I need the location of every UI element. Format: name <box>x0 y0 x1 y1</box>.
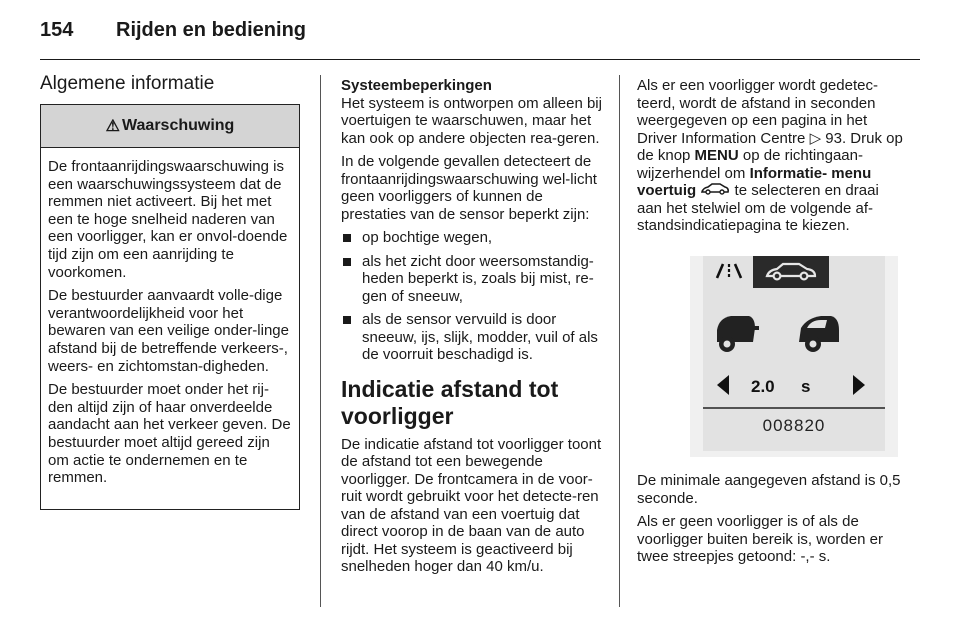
column-divider <box>320 75 321 607</box>
display-screen <box>703 256 885 451</box>
warning-box <box>40 104 300 510</box>
page-header-title: Rijden en bediening <box>116 19 307 41</box>
list-item: op bochtige wegen, <box>341 229 605 247</box>
paragraph: Als er geen voorligger is of als de voorligger buiten bereik is, worden er twee streepjes getoond: -,- s. <box>637 513 883 565</box>
odometer-value: 008820 <box>762 416 826 435</box>
warning-paragraph: De frontaanrijdingswaarschuwing is een waarschuwingssysteem dat de remmen niet activeert. Bij het met een te hoge snelheid naderen van een voorligger, kan er onvol-doende tijd zijn om een aanrijding te voorkomen. <box>48 158 288 281</box>
warning-triangle-icon: ⚠ <box>105 118 121 135</box>
warning-paragraph: De bestuurder moet onder het rij-den altijd zijn of haar onverdeelde aandacht aan het verkeer geven. De bestuurder moet altijd gereed zijn om actie te ondernemen en te remmen. <box>48 381 291 487</box>
lead-car-icon <box>799 316 839 352</box>
arrow-right-icon <box>853 375 865 395</box>
warning-body <box>41 148 299 487</box>
warning-paragraph: De bestuurder aanvaardt volle-dige verantwoordelijkheid voor het bewaren van een veilige onder-linge afstand bij de betreffende verkeers-, weers- en zichtomstan-digheden. <box>48 287 289 375</box>
subheading: Systeembeperkingen <box>341 77 492 94</box>
warning-title: Waarschuwing <box>122 117 235 134</box>
page-reference-icon: ▷ <box>809 129 822 147</box>
display-illustration <box>690 256 898 457</box>
paragraph: In de volgende gevallen detecteert de frontaanrijdingswaarschuwing wel-licht geen voorliggers of kunnen de prestaties van de sensor beperkt zijn: <box>341 153 597 223</box>
own-car-icon <box>717 316 759 352</box>
paragraph: Als er een voorligger wordt gedetec-teerd, wordt de afstand in seconden weergegeven op een pagina in het Driver Information Centre ▷ 93. Druk op de knop MENU op de richtingaan-wijzerhendel om Informatie- menu voertuig te selecteren en draai aan het stelwiel om de volgende af-standsindicatiepagina te kiezen. <box>637 77 903 235</box>
vehicle-tab <box>753 256 829 288</box>
menu-button-label: MENU <box>694 147 739 164</box>
distance-value: 2.0 <box>751 377 775 396</box>
section-heading: Indicatie afstand tot voorligger <box>341 375 559 429</box>
paragraph: De indicatie afstand tot voorligger toont de afstand tot een bewegende voorligger. De frontcamera in de voor-ruit wordt gebruikt voor het detecte-ren van de afstand van een voertuig dat direct voorop in de baan van de auto rijdt. Het systeem is geactiveerd bij snelheden hoger dan 40 km/u. <box>341 435 602 575</box>
road-lanes-icon <box>717 264 741 278</box>
header-divider <box>40 59 920 60</box>
list-item: als de sensor vervuild is door sneeuw, ijs, slijk, modder, vuil of als de voorruit beschadigd is. <box>341 311 605 364</box>
page-reference: 93 <box>825 129 842 147</box>
section-title: Algemene informatie <box>40 73 215 94</box>
menu-item-label: Informatie- menu voertuig <box>637 164 872 199</box>
arrow-left-icon <box>717 375 729 395</box>
paragraph: Het systeem is ontworpen om alleen bij voertuigen te waarschuwen, maar het kan ook op andere objecten rea-geren. <box>341 94 602 147</box>
distance-unit: s <box>801 377 811 396</box>
list-item: als het zicht door weersomstandig-heden beperkt is, zoals bij mist, re-gen of sneeuw, <box>341 253 605 306</box>
column-right <box>637 77 907 241</box>
paragraph: De minimale aangegeven afstand is 0,5 seconde. <box>637 472 901 507</box>
column-divider <box>619 75 620 607</box>
car-icon <box>700 182 730 200</box>
column-middle <box>341 77 605 582</box>
warning-header <box>41 105 299 148</box>
column-right-lower <box>637 472 907 572</box>
page-number: 154 <box>40 19 74 41</box>
